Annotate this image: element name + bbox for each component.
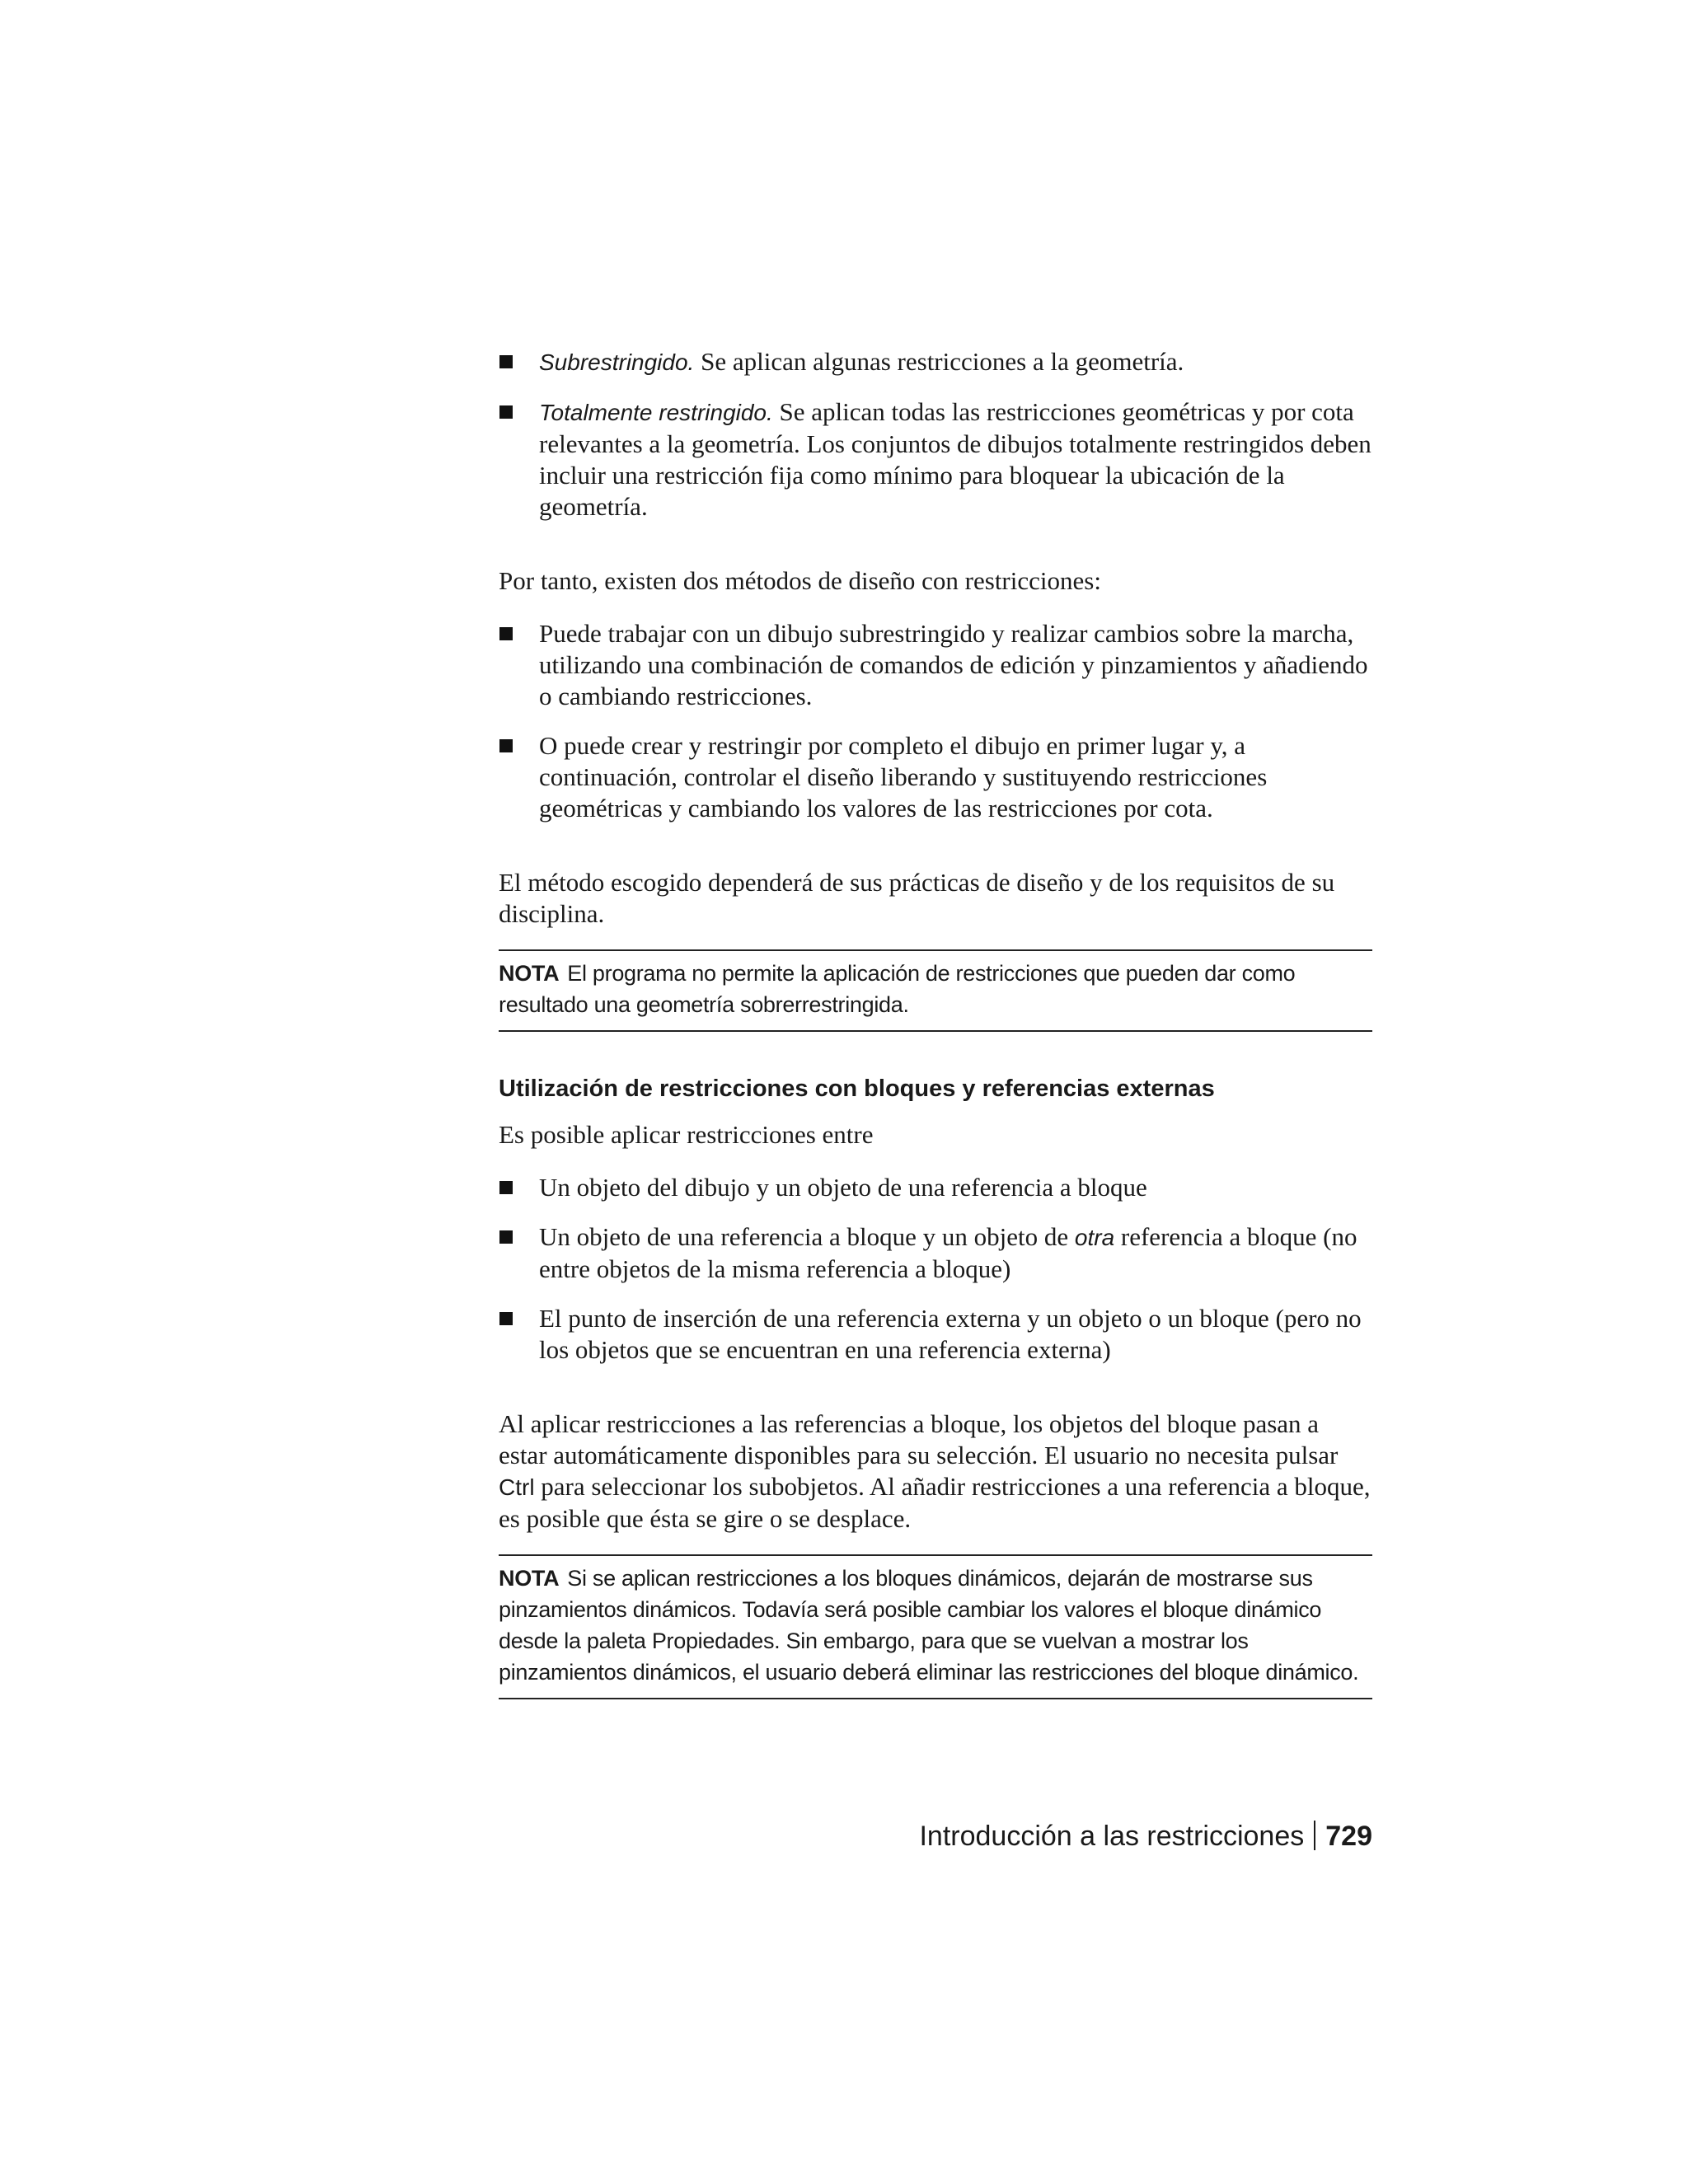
paragraph-text: para seleccionar los subobjetos. Al añadir restricciones a una referencia a bloque, es posible que ésta se gire o se desplace. [499, 1472, 1371, 1533]
item-text: Puede trabajar con un dibujo subrestringido y realizar cambios sobre la marcha, utilizando una combinación de comandos de edición y pinzamientos y añadiendo o cambiando restricciones. [539, 619, 1368, 710]
note-label: NOTA [499, 961, 560, 986]
page-footer [919, 1820, 1372, 1853]
page-body [499, 346, 1372, 1699]
item-text: Un objeto del dibujo y un objeto de una referencia a bloque [539, 1173, 1147, 1202]
bullet-icon [499, 405, 513, 419]
emphasis-text: otra [1074, 1225, 1115, 1250]
note-box [499, 1554, 1372, 1699]
list-item [499, 730, 1372, 824]
list-item [499, 618, 1372, 712]
list-item [499, 396, 1372, 523]
item-text: O puede crear y restringir por completo el dibujo en primer lugar y, a continuación, controlar el diseño liberando y sustituyendo restricciones geométricas y cambiando los valores de las restricciones por cota. [539, 731, 1268, 823]
item-text: Se aplican algunas restricciones a la geometría. [694, 347, 1184, 376]
paragraph-text: Al aplicar restricciones a las referencias a bloque, los objetos del bloque pasan a estar automáticamente disponibles para su selección. El usuario no necesita pulsar [499, 1409, 1339, 1469]
bullet-icon [499, 1312, 513, 1325]
item-text: Un objeto de una referencia a bloque y un objeto de [539, 1222, 1075, 1251]
page-number: 729 [1325, 1821, 1372, 1852]
item-text: referencia a bloque (no entre objetos de la misma referencia a bloque) [539, 1222, 1357, 1283]
term-label: Totalmente restringido. [539, 400, 773, 425]
design-methods-list [499, 618, 1372, 824]
item-text: El punto de inserción de una referencia externa y un objeto o un bloque (pero no los objetos que se encuentran en una referencia externa) [539, 1304, 1362, 1364]
paragraph: Es posible aplicar restricciones entre [499, 1120, 874, 1149]
paragraph: Por tanto, existen dos métodos de diseño con restricciones: [499, 566, 1101, 595]
footer-divider [1314, 1821, 1315, 1850]
note-text: Si se aplican restricciones a los bloques dinámicos, dejarán de mostrarse sus pinzamientos dinámicos. Todavía será posible cambiar los valores el bloque dinámico desde la paleta Propiedades. Sin embargo, para que se vuelvan a mostrar los pinzamientos dinámicos, el usuario deberá eliminar las restricciones del bloque dinámico. [499, 1566, 1359, 1685]
section-heading: Utilización de restricciones con bloques y referencias externas [499, 1076, 1215, 1102]
item-text: Se aplican todas las restricciones geométricas y por cota relevantes a la geometría. Los conjuntos de dibujos totalmente restringidos deben incluir una restricción fija como mínimo para bloquear la ubicación de la geometría. [539, 397, 1372, 521]
footer-section-title: Introducción a las restricciones [919, 1821, 1305, 1852]
list-item [499, 1221, 1372, 1285]
bullet-icon [499, 355, 513, 368]
bullet-icon [499, 627, 513, 640]
bullet-icon [499, 1181, 513, 1194]
paragraph: El método escogido dependerá de sus prácticas de diseño y de los requisitos de su disciplina. [499, 868, 1335, 928]
list-item [499, 1303, 1372, 1366]
term-label: Subrestringido. [539, 349, 695, 375]
constraint-state-list [499, 346, 1372, 523]
constraint-targets-list [499, 1172, 1372, 1366]
list-item [499, 1172, 1372, 1203]
bullet-icon [499, 739, 513, 752]
note-label: NOTA [499, 1566, 560, 1591]
note-box [499, 949, 1372, 1032]
list-item [499, 346, 1372, 378]
key-name: Ctrl [499, 1474, 535, 1500]
paragraph [499, 1408, 1372, 1535]
note-text: El programa no permite la aplicación de restricciones que pueden dar como resultado una geometría sobrerrestringida. [499, 961, 1296, 1017]
bullet-icon [499, 1230, 513, 1244]
